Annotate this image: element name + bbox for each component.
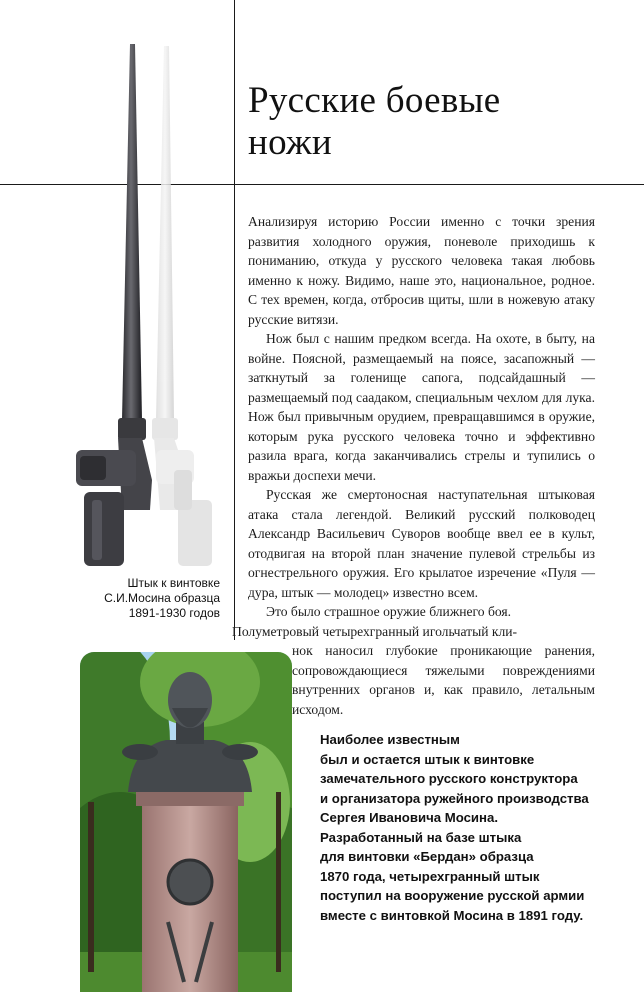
sidebar-note	[320, 730, 620, 925]
paragraph-2: Нож был с нашим предком всегда. На охоте, в быту, на войне. Поясной, размещаемый на поясе, засапожный — заткнутый за голенище сапога, подсайдашный — размещаемый под саадаком, специальным чехлом для лука. Нож был привычным орудием, превращавшимся в оружие, которым рука русского человека точно и эффективно разила врага, когда заканчивались стрелы и тупились о вражьи доспехи мечи.	[248, 331, 595, 483]
paragraph-4-line-2: Полуметровый четырехгранный игольчатый кли-	[232, 623, 518, 639]
sidebar-line-7: для винтовки «Бердан» образца	[320, 849, 534, 864]
sidebar-line-5: Сергея Ивановича Мосина.	[320, 810, 499, 825]
bayonet-icon	[70, 40, 230, 570]
bayonet-illustration	[70, 40, 230, 570]
title-line-1: Русские боевые	[248, 80, 501, 121]
monument-photo	[80, 652, 292, 992]
caption-line-3: 1891-1930 годов	[128, 606, 220, 620]
paragraph-4-rest: нок наносил глубокие проникающие ранения, сопровождающиеся тяжелыми повреждениями внутренних органов и, как правило, летальным исходом.	[292, 643, 595, 717]
sidebar-line-2: был и остается штык к винтовке	[320, 751, 535, 767]
bust-monument-icon	[80, 652, 292, 992]
sidebar-line-3: замечательного русского конструктора	[320, 771, 578, 786]
paragraph-3: Русская же смертоносная наступательная штыковая атака стала легендой. Великий русский полководец Александр Васильевич Суворов вообще ввел ее в культ, отодвигая на второй план значение пулевой стрельбы из огнестрельного оружия. Его крылатое изречение «Пуля — дура, штык — молодец» известно всем.	[248, 487, 595, 600]
sidebar-line-10: вместе с винтовкой Мосина в 1891 году.	[320, 907, 584, 923]
sidebar-line-9: поступил на вооружение русской армии	[320, 888, 585, 903]
sidebar-line-1: Наиболее известным	[320, 732, 460, 747]
caption-line-2: С.И.Мосина образца	[104, 591, 220, 605]
sidebar-line-6: Разработанный на базе штыка	[320, 829, 522, 845]
paragraph-4-line-1: Это было страшное оружие ближнего боя.	[266, 604, 512, 619]
title-line-2: ножи	[248, 122, 332, 163]
vertical-rule	[234, 0, 235, 640]
sidebar-line-4: и организатора ружейного производства	[320, 790, 589, 806]
caption-line-1: Штык к винтовке	[127, 576, 220, 590]
paragraph-1: Анализируя историю России именно с точки зрения развития холодного оружия, поневоле приходишь к пониманию, откуда у русского человека такая любовь именно к ножу. Видимо, наше это, национальное, родное. С тех времен, когда, отбросив щиты, шли в ножевую атаку русские витязи.	[248, 214, 595, 327]
article-title	[248, 80, 628, 164]
sidebar-line-8: 1870 года, четырехгранный штык	[320, 868, 540, 884]
article-body	[232, 212, 595, 719]
figure-caption	[88, 576, 220, 621]
